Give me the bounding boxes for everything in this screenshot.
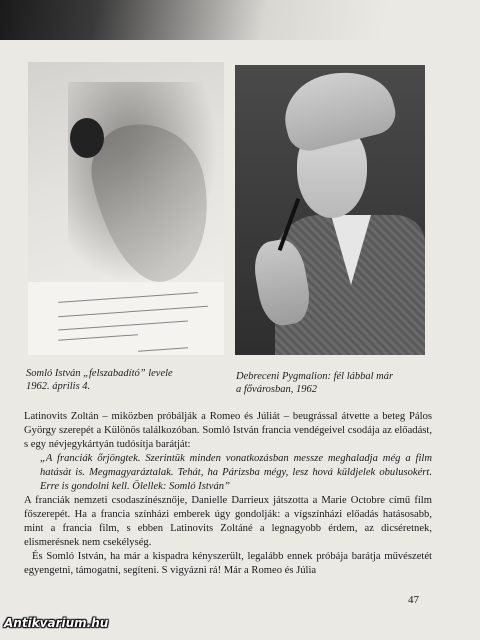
quoted-message: „A franciák őrjöngtek. Szerintük minden vonatkozásban messze meghaladja még a film hatását is. Megmagyaráztalak. Tehát, ha Párizsba mégy, lesz hová küldjelek obulusokért. Erre is gondolni kell. Ölellek: Somló István” — [40, 453, 432, 492]
figure-head — [70, 118, 104, 158]
fedora-hat — [276, 65, 400, 155]
caption-right-line1: Debreceni Pygmalion: fél lábbal már — [236, 371, 394, 382]
signature — [138, 346, 188, 351]
portrait-photo — [235, 65, 425, 355]
paragraph-2: A franciák nemzeti csodaszínésznője, Danielle Darrieux játszotta a Marie Octobre című film főszerepét. Ha a francia színházi emberek úgy gondolják: a vígszínházi előadás hatásosabb, mint a francia film, s ebben Latinovits Zoltáné a legnagyobb érdem, az dicséretnek, elismerésnek nem csekélység. — [24, 495, 432, 548]
paragraph-1: Latinovits Zoltán – miközben próbálják a Romeo és Júliát – beugrással átvette a beteg Pálos György szerepét a Különös találkozóban. Somló István francia vendégeivel csodája az előadást, s egy névjegykártyán tudósítja barátját: — [24, 411, 432, 450]
caption-right — [236, 370, 436, 396]
handwriting-line — [58, 333, 138, 341]
caption-left-line2: 1962. április 4. — [26, 381, 91, 392]
body-text — [24, 410, 432, 578]
letter-photo — [28, 62, 224, 355]
caption-left — [26, 367, 226, 393]
scan-shadow — [0, 0, 480, 40]
handwriting-line — [58, 319, 188, 330]
caption-right-line2: a fővárosban, 1962 — [236, 384, 317, 395]
caption-left-line1: Somló István „felszabadító” levele — [26, 368, 173, 379]
handwritten-note — [28, 282, 224, 355]
watermark-logo: Antikvarium.hu — [4, 616, 109, 630]
handwriting-line — [58, 305, 208, 317]
paragraph-3: És Somló István, ha már a kispadra kényszerült, legalább ennek próbája barátja művészetét egyengetni, támogatni, segíteni. S vigyázni rá! Már a Romeo és Júlia — [24, 551, 432, 576]
handwriting-line — [58, 291, 198, 303]
page-number: 47 — [408, 594, 419, 606]
